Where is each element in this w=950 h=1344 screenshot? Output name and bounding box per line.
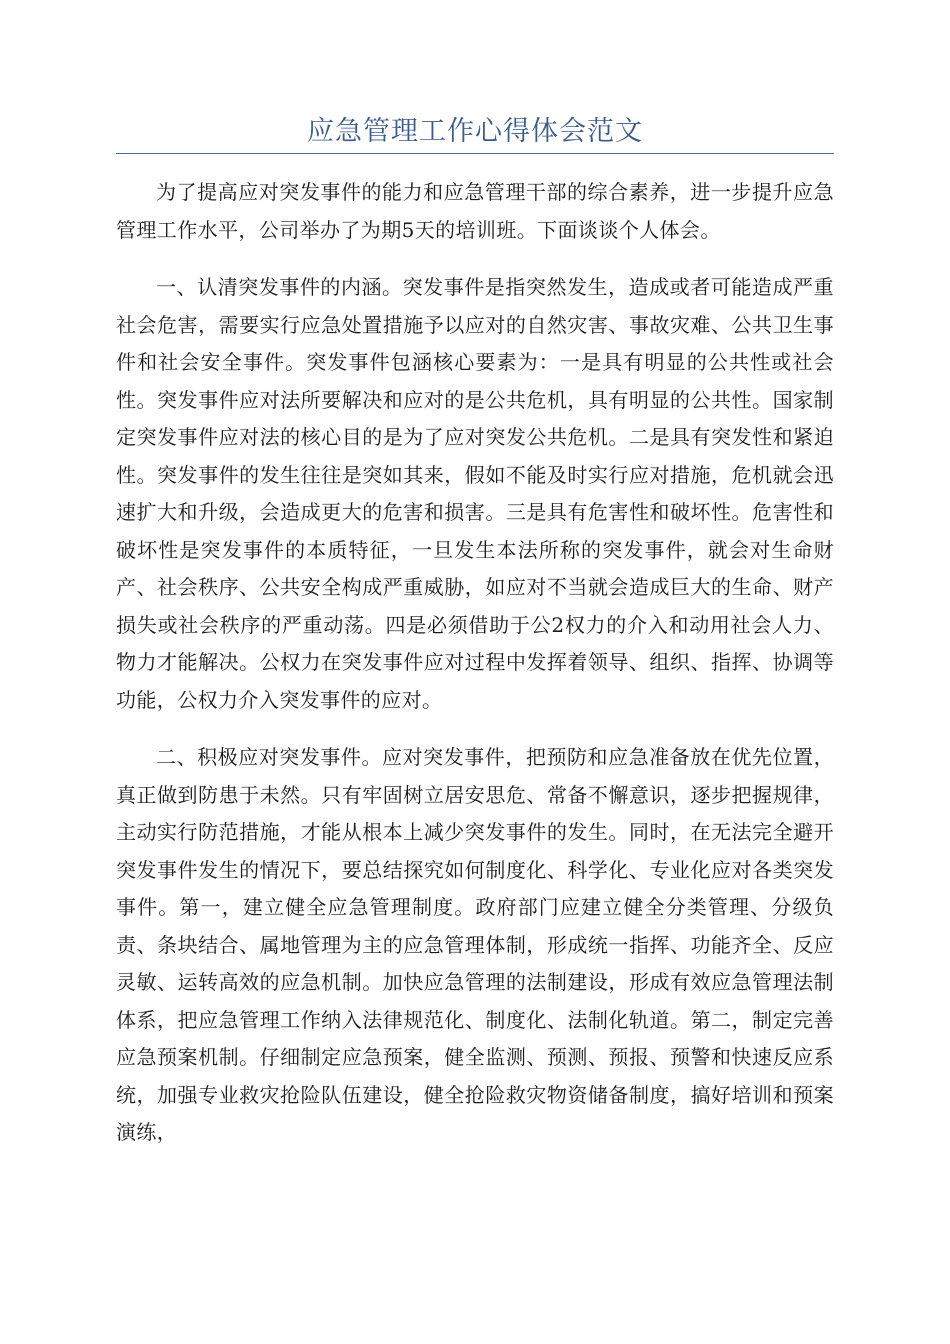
title-underline <box>116 153 834 154</box>
paragraph-intro: 为了提高应对突发事件的能力和应急管理干部的综合素养，进一步提升应急管理工作水平，公司举办了为期5天的培训班。下面谈谈个人体会。 <box>116 180 834 242</box>
paragraph-section-1: 一、认清突发事件的内涵。突发事件是指突然发生，造成或者可能造成严重社会危害，需要实行应急处置措施予以应对的自然灾害、事故灾难、公共卫生事件和社会安全事件。突发事件包涵核心要素为：一是具有明显的公共性或社会性。突发事件应对法所要解决和应对的是公共危机，具有明显的公共性。国家制定突发事件应对法的核心目的是为了应对突发公共危机。二是具有突发性和紧迫性。突发事件的发生往往是突如其来，假如不能及时实行应对措施，危机就会迅速扩大和升级，会造成更大的危害和损害。三是具有危害性和破坏性。危害性和破坏性是突发事件的本质特征，一旦发生本法所称的突发事件，就会对生命财产、社会秩序、公共安全构成严重威胁，如应对不当就会造成巨大的生命、财产损失或社会秩序的严重动荡。四是必须借助于公2权力的介入和动用社会人力、物力才能解决。公权力在突发事件应对过程中发挥着领导、组织、指挥、协调等功能，公权力介入突发事件的应对。 <box>116 275 834 712</box>
document-body <box>116 174 834 1172</box>
paragraph-section-2: 二、积极应对突发事件。应对突发事件，把预防和应急准备放在优先位置，真正做到防患于未然。只有牢固树立居安思危、常备不懈意识，逐步把握规律，主动实行防范措施，才能从根本上减少突发事件的发生。同时，在无法完全避开突发事件发生的情况下，要总结探究如何制度化、科学化、专业化应对各类突发事件。第一，建立健全应急管理制度。政府部门应建立健全分类管理、分级负责、条块结合、属地管理为主的应急管理体制，形成统一指挥、功能齐全、反应灵敏、运转高效的应急机制。加快应急管理的法制建设，形成有效应急管理法制体系，把应急管理工作纳入法律规范化、制度化、法制化轨道。第二，制定完善应急预案机制。仔细制定应急预案，健全监测、预测、预报、预警和快速反应系统，加强专业救灾抢险队伍建设，健全抢险救灾物资储备制度，搞好培训和预案演练， <box>116 745 834 1144</box>
document-title: 应急管理工作心得体会范文 <box>307 116 643 147</box>
